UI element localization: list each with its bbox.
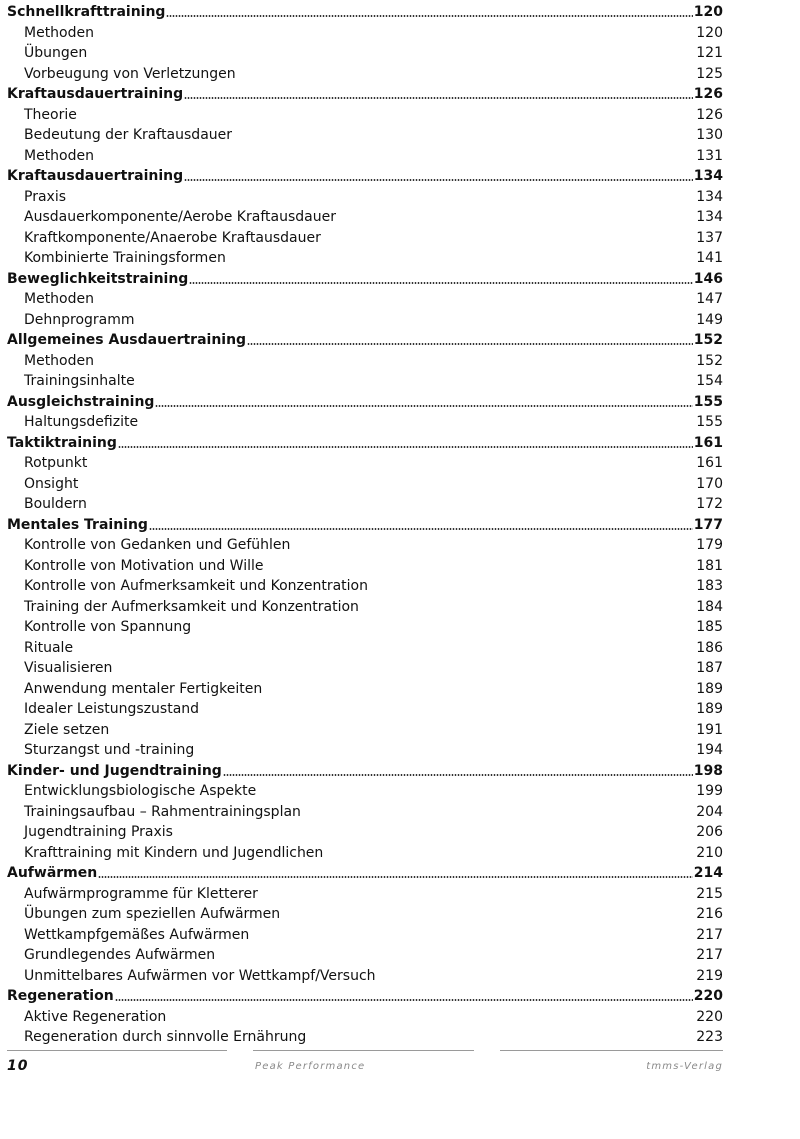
toc-chapter-entry [7, 269, 723, 290]
toc-section-entry [7, 904, 723, 925]
toc-entry-title: Regeneration durch sinnvolle Ernährung [24, 1029, 307, 1045]
toc-entry-title: Anwendung mentaler Fertigkeiten [24, 680, 263, 697]
dot-leader [149, 528, 693, 530]
toc-entry-page: 194 [696, 742, 723, 758]
toc-section-entry [7, 474, 723, 495]
toc-chapter-entry [7, 392, 723, 413]
toc-section-entry [7, 289, 723, 310]
toc-section-entry [7, 310, 723, 331]
toc-section-entry [7, 638, 723, 659]
toc-entry-page: 130 [696, 127, 723, 143]
toc-entry-title: Ausgleichstraining [7, 393, 155, 410]
toc-entry-title: Onsight [24, 475, 79, 492]
toc-entry-title: Jugendtraining Praxis [24, 824, 173, 840]
toc-entry-title: Schnellkrafttraining [7, 4, 166, 20]
toc-entry-page: 141 [696, 250, 723, 266]
toc-entry-page: 210 [696, 844, 723, 861]
toc-section-entry [7, 371, 723, 392]
toc-entry-title: Bouldern [24, 496, 87, 512]
toc-section-entry [7, 494, 723, 515]
footer-rule-middle [253, 1050, 474, 1051]
toc-entry-page: 204 [696, 803, 723, 820]
toc-entry-title: Vorbeugung von Verletzungen [24, 65, 236, 82]
toc-entry-page: 220 [696, 1008, 723, 1025]
dot-leader [189, 282, 692, 284]
dot-leader [184, 97, 693, 99]
toc-entry-title: Entwicklungsbiologische Aspekte [24, 783, 257, 799]
toc-entry-title: Aufwärmprogramme für Kletterer [24, 885, 258, 902]
toc-entry-page: 147 [696, 291, 723, 307]
toc-entry-page: 223 [696, 1029, 723, 1045]
toc-entry-title: Kraftausdauertraining [7, 86, 184, 102]
toc-entry-title: Kontrolle von Gedanken und Gefühlen [24, 537, 291, 553]
toc-entry-page: 187 [696, 660, 723, 676]
toc-entry-title: Übungen [24, 45, 88, 61]
toc-entry-page: 217 [696, 926, 723, 943]
toc-section-entry [7, 556, 723, 577]
toc-entry-page: 185 [696, 619, 723, 635]
toc-entry-title: Rotpunkt [24, 455, 88, 471]
toc-entry-page: 154 [696, 373, 723, 389]
toc-section-entry [7, 1007, 723, 1028]
toc-section-entry [7, 412, 723, 433]
toc-section-entry [7, 23, 723, 44]
toc-entry-page: 152 [693, 332, 723, 348]
toc-entry-title: Übungen zum speziellen Aufwärmen [24, 906, 281, 922]
toc-entry-page: 186 [696, 639, 723, 656]
toc-section-entry [7, 720, 723, 741]
toc-section-entry [7, 802, 723, 823]
toc-entry-page: 134 [696, 209, 723, 225]
dot-leader [166, 15, 692, 17]
toc-chapter-entry [7, 330, 723, 351]
toc-entry-page: 216 [696, 906, 723, 922]
toc-entry-page: 125 [696, 65, 723, 82]
toc-entry-title: Trainingsinhalte [24, 373, 135, 389]
toc-entry-page: 155 [693, 393, 723, 410]
toc-entry-title: Kontrolle von Aufmerksamkeit und Konzentration [24, 578, 368, 594]
dot-leader [223, 774, 693, 776]
toc-entry-page: 181 [696, 557, 723, 574]
toc-entry-page: 220 [693, 988, 723, 1004]
toc-entry-page: 161 [696, 455, 723, 471]
toc-entry-page: 198 [693, 762, 723, 779]
toc-section-entry [7, 535, 723, 556]
toc-entry-page: 120 [693, 4, 723, 20]
toc-entry-title: Methoden [24, 24, 94, 41]
toc-section-entry [7, 945, 723, 966]
toc-entry-page: 134 [693, 168, 723, 184]
toc-chapter-entry [7, 433, 723, 454]
toc-entry-title: Regeneration [7, 988, 114, 1004]
toc-entry-title: Krafttraining mit Kindern und Jugendlichen [24, 844, 324, 861]
toc-entry-page: 206 [696, 824, 723, 840]
toc-entry-title: Methoden [24, 291, 94, 307]
toc-entry-title: Aktive Regeneration [24, 1008, 167, 1025]
dot-leader [247, 343, 693, 345]
toc-entry-title: Theorie [24, 106, 77, 123]
toc-chapter-entry [7, 2, 723, 23]
toc-entry-page: 170 [696, 475, 723, 492]
toc-entry-page: 120 [696, 24, 723, 41]
toc-section-entry [7, 740, 723, 761]
toc-entry-page: 149 [696, 311, 723, 328]
footer-rule-left [7, 1050, 227, 1051]
toc-entry-page: 183 [696, 578, 723, 594]
toc-entry-page: 137 [696, 229, 723, 246]
toc-section-entry [7, 699, 723, 720]
toc-entry-page: 191 [696, 721, 723, 738]
toc-entry-title: Mentales Training [7, 516, 148, 533]
toc-section-entry [7, 658, 723, 679]
table-of-contents [7, 2, 723, 1048]
toc-entry-title: Training der Aufmerksamkeit und Konzentration [24, 598, 359, 615]
toc-entry-page: 126 [696, 106, 723, 123]
toc-entry-page: 219 [696, 967, 723, 984]
toc-section-entry [7, 207, 723, 228]
toc-entry-title: Grundlegendes Aufwärmen [24, 947, 216, 963]
toc-chapter-entry [7, 761, 723, 782]
toc-entry-title: Bedeutung der Kraftausdauer [24, 127, 233, 143]
page-number: 10 [7, 1058, 29, 1074]
toc-entry-title: Ziele setzen [24, 721, 110, 738]
toc-entry-title: Kraftkomponente/Anaerobe Kraftausdauer [24, 229, 321, 246]
dot-leader [115, 999, 693, 1001]
toc-entry-page: 177 [693, 516, 723, 533]
toc-entry-title: Wettkampfgemäßes Aufwärmen [24, 926, 250, 943]
toc-section-entry [7, 105, 723, 126]
toc-entry-title: Sturzangst und -training [24, 742, 195, 758]
toc-entry-page: 126 [693, 86, 723, 102]
toc-section-entry [7, 187, 723, 208]
toc-entry-title: Trainingsaufbau – Rahmentrainingsplan [24, 803, 301, 820]
toc-section-entry [7, 576, 723, 597]
toc-entry-title: Kraftausdauertraining [7, 168, 184, 184]
footer-book-title: Peak Performance [255, 1061, 366, 1072]
toc-section-entry [7, 822, 723, 843]
toc-section-entry [7, 843, 723, 864]
toc-entry-page: 214 [693, 865, 723, 881]
toc-entry-title: Methoden [24, 352, 94, 369]
toc-section-entry [7, 1027, 723, 1048]
toc-section-entry [7, 146, 723, 167]
toc-entry-page: 217 [696, 947, 723, 963]
toc-section-entry [7, 597, 723, 618]
toc-entry-page: 161 [693, 434, 723, 451]
footer-publisher: tmms-Verlag [646, 1061, 723, 1072]
toc-entry-title: Praxis [24, 188, 66, 205]
toc-entry-page: 199 [696, 783, 723, 799]
toc-chapter-entry [7, 515, 723, 536]
dot-leader [98, 876, 693, 878]
toc-entry-title: Taktiktraining [7, 434, 117, 451]
toc-entry-title: Ausdauerkomponente/Aerobe Kraftausdauer [24, 209, 336, 225]
toc-chapter-entry [7, 986, 723, 1007]
toc-entry-title: Kinder- und Jugendtraining [7, 762, 222, 779]
toc-section-entry [7, 679, 723, 700]
toc-section-entry [7, 64, 723, 85]
toc-section-entry [7, 966, 723, 987]
toc-entry-page: 134 [696, 188, 723, 205]
toc-entry-page: 146 [693, 270, 723, 287]
toc-entry-page: 189 [696, 701, 723, 717]
toc-entry-title: Dehnprogramm [24, 311, 135, 328]
toc-section-entry [7, 248, 723, 269]
toc-entry-title: Unmittelbares Aufwärmen vor Wettkampf/Versuch [24, 967, 376, 984]
toc-section-entry [7, 351, 723, 372]
toc-entry-page: 131 [696, 147, 723, 164]
toc-entry-page: 184 [696, 598, 723, 615]
toc-chapter-entry [7, 84, 723, 105]
toc-entry-title: Kombinierte Trainingsformen [24, 250, 226, 266]
toc-entry-title: Idealer Leistungszustand [24, 701, 200, 717]
toc-entry-title: Methoden [24, 147, 94, 164]
toc-entry-page: 179 [696, 537, 723, 553]
toc-section-entry [7, 925, 723, 946]
toc-chapter-entry [7, 863, 723, 884]
toc-entry-page: 172 [696, 496, 723, 512]
dot-leader [155, 405, 692, 407]
toc-entry-title: Rituale [24, 639, 74, 656]
toc-entry-page: 152 [696, 352, 723, 369]
toc-entry-title: Kontrolle von Spannung [24, 619, 192, 635]
dot-leader [184, 179, 693, 181]
toc-entry-title: Haltungsdefizite [24, 414, 139, 430]
toc-entry-title: Aufwärmen [7, 865, 98, 881]
toc-section-entry [7, 781, 723, 802]
footer-rule-right [500, 1050, 723, 1051]
toc-chapter-entry [7, 166, 723, 187]
toc-entry-page: 155 [696, 414, 723, 430]
toc-section-entry [7, 884, 723, 905]
toc-section-entry [7, 228, 723, 249]
toc-entry-page: 189 [696, 680, 723, 697]
toc-entry-title: Visualisieren [24, 660, 113, 676]
toc-entry-page: 121 [696, 45, 723, 61]
toc-entry-title: Kontrolle von Motivation und Wille [24, 557, 264, 574]
toc-entry-title: Beweglichkeitstraining [7, 270, 189, 287]
toc-entry-page: 215 [696, 885, 723, 902]
toc-section-entry [7, 43, 723, 64]
toc-section-entry [7, 125, 723, 146]
toc-section-entry [7, 617, 723, 638]
dot-leader [118, 446, 693, 448]
toc-entry-title: Allgemeines Ausdauertraining [7, 332, 247, 348]
toc-section-entry [7, 453, 723, 474]
